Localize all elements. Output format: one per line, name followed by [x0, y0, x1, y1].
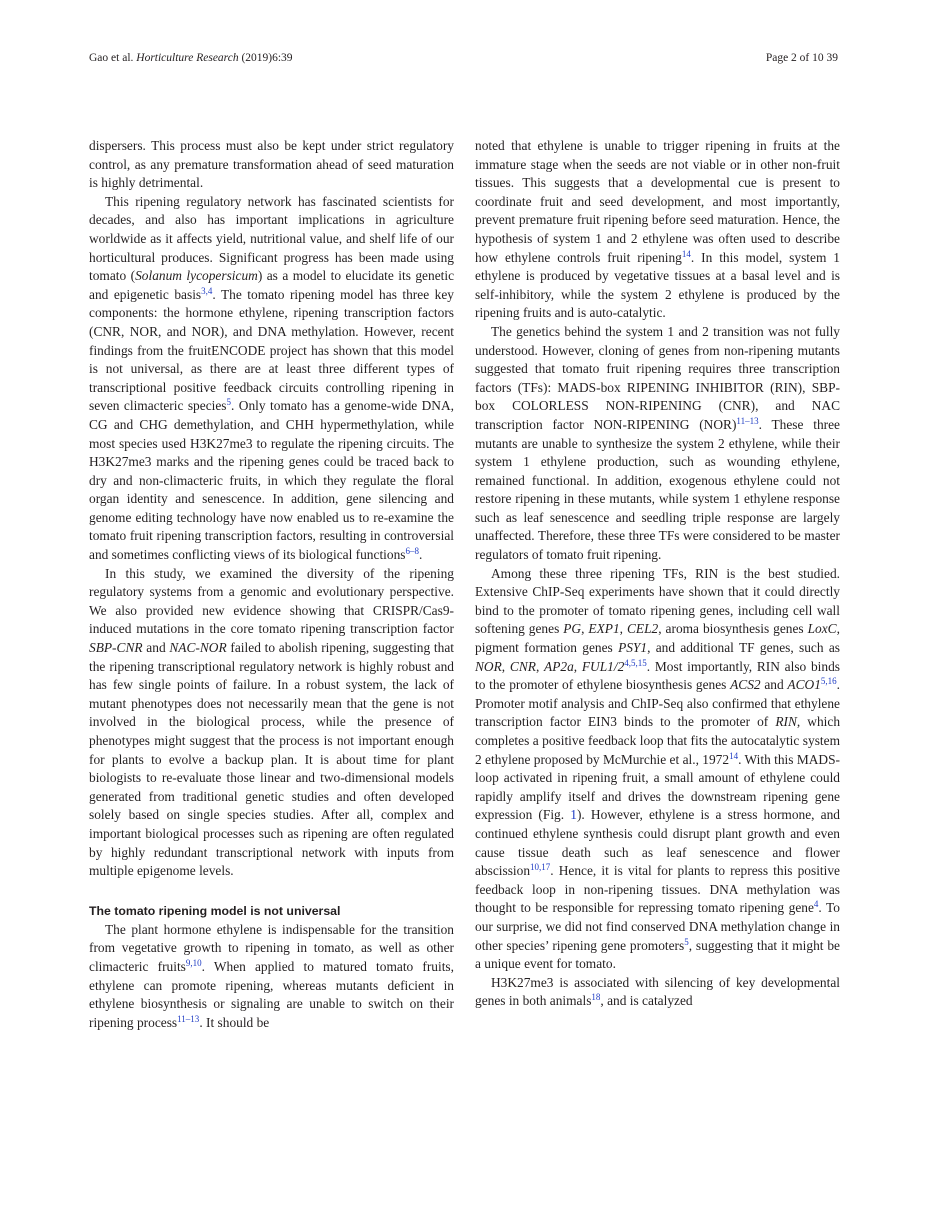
running-header — [89, 52, 838, 64]
citation-link[interactable]: 11–13 — [736, 415, 759, 426]
header-authors: Gao et al. — [89, 52, 134, 64]
paragraph: The plant hormone ethylene is indispensable for the transition from vegetative growth to ripening in tomato, as well as other climacteric fruits$^{9,10}$. When applied to matured tomato fruits, ethylene can promote ripening, whereas mutants deficient in ethylene biosynthesis or signaling are unable to switch on their ripening process$^{11-13}$. It should be — [89, 921, 454, 1030]
paragraph: noted that ethylene is unable to trigger ripening in fruits at the immature stage when the seeds are not viable or in other non-fruit tissues. This suggests that a developmental cue is present to coordinate fruit and seed development, and most importantly, prevent premature fruit ripening before seed maturation. Hence, the hypothesis of system 1 and 2 ethylene was often used to describe how ethylene controls fruit ripening$^{14}$. In this model, system 1 ethylene is produced by vegetative tissues at a basal level and is self-inhibitory, while the system 2 ethylene is produced by the ripening fruits and is auto-catalytic. — [475, 138, 840, 321]
citation-link[interactable]: 5,16 — [820, 676, 837, 687]
citation-link[interactable]: 11–13 — [177, 1013, 200, 1024]
citation-link[interactable]: 18 — [591, 992, 601, 1003]
section-heading: The tomato ripening model is not universal — [89, 903, 341, 918]
paragraph: Among these three ripening TFs, RIN is the best studied. Extensive ChIP-Seq experiments have shown that it could directly bind to the promoter of tomato ripening genes, including cell wall softening genes PG, EXP1, CEL2, aroma biosynthesis genes LoxC, pigment formation genes PSY1, and additional TF genes, such as NOR, CNR, AP2a, FUL1/2$^{4,5,15}$. Most importantly, RIN also binds to the promoter of ethylene biosynthesis genes ACS2 and ACO1$^{5,16}$. Promoter motif analysis and ChIP-Seq also confirmed that ethylene transcription factor EIN3 binds to the promoter of RIN, which completes a positive feedback loop that fits the autocatalytic system 2 ethylene proposed by McMurchie et al., 1972$^{14}$. With this MADS-loop activated in ripening fruit, a small amount of ethylene could rapidly amplify itself and drives the downstream ripening gene expression (Fig. 1). However, ethylene is a stress hormone, and continued ethylene synthesis could disrupt plant growth and even cause tissue death such as leaf senescence and flower abscission$^{10,17}$. Hence, it is vital for plants to repress this positive feedback loop in non-ripening tissues. DNA methylation was thought to be responsible for repressing tomato ripening gene$^4$. To our surprise, we did not find conserved DNA methylation change in other species’ ripening gene promoters$^5$, suggesting that it might be a unique event for tomato. — [475, 565, 841, 972]
paragraph: In this study, we examined the diversity of the ripening regulatory systems from a genomic and evolutionary perspective. We also provided new evidence showing that CRISPR/Cas9-induced mutations in the core tomato ripening transcription factor SBP-CNR and NAC-NOR failed to abolish ripening, suggesting that the ripening transcriptional regulatory network is highly robust and has few single points of failure. In a robust system, the lack of mutant phenotypes does not necessarily mean that the gene is not involved in the biological process, while the presence of phenotypes might suggest that the process is not important enough for plants to evolve a backup plan. It is about time for plant biologists to re-evaluate those linear and two-dimensional models generated from traditional genetic studies and often developed solely based on single species studies. After all, complex and important biological processes such as ripening are often regulated by highly redundant transcriptional network with inputs from multiple epigenome levels. — [89, 565, 455, 879]
citation-link[interactable]: 14 — [681, 248, 691, 259]
citation-link[interactable]: 6–8 — [405, 546, 419, 557]
header-page-number: Page 2 of 10 39 — [765, 52, 838, 64]
citation-link[interactable]: 3,4 — [201, 285, 213, 296]
header-journal: Horticulture Research — [136, 52, 239, 64]
citation-link[interactable]: 4 — [813, 899, 819, 910]
citation-link[interactable]: 5 — [226, 397, 232, 408]
paragraph: The genetics behind the system 1 and 2 transition was not fully understood. However, cloning of genes from non-ripening mutants suggested that tomato fruit ripening requires three transcription factors (TFs): MADS-box RIPENING INHIBITOR (RIN), SBP-box COLORLESS NON-RIPENING (CNR), and NAC transcription factor NON-RIPENING (NOR)$^{11-13}$. These three mutants are unable to synthesize the system 2 ethylene, while their system 1 ethylene production, such as wounding ethylene, remained functional. In addition, exogenous ethylene could not restore ripening in these mutants, while system 1 ethylene response such as leaf senescence and seedling triple response are largely unaffected. Therefore, these three TFs were considered to be master regulators of tomato fruit ripening. — [475, 323, 840, 563]
citation-link[interactable]: 4,5,15 — [624, 657, 647, 668]
citation-link[interactable]: 5 — [684, 936, 689, 947]
paragraph: H3K27me3 is associated with silencing of key developmental genes in both animals$^{18}$, and is catalyzed — [475, 974, 840, 1009]
citation-link[interactable]: 14 — [729, 750, 739, 761]
paragraph: This ripening regulatory network has fascinated scientists for decades, and also has important implications in agriculture worldwide as it affects yield, nutritional value, and shelf life of our horticultural produces. Significant progress has been made using tomato (Solanum lycopersicum) as a model to elucidate its genetic and epigenetic basis$^{3,4}$. The tomato ripening model has three key components: the hormone ethylene, ripening transcription factors (CNR, NOR, and NOR), and DNA methylation. However, recent findings from the fruitENCODE project has shown that this model is not universal, as there are at least three different types of transcriptional positive feedback circuits controlling ripening in seven climacteric species$^5$. Only tomato has a genome-wide DNA, CG and CHG demethylation, and CHH hypermethylation, while most species used H3K27me3 to regulate the ripening circuits. The H3K27me3 marks and the ripening genes could be traced back to dry and non-climacteric fruits, in which they regulate the floral organ identity and senescence. In addition, gene silencing and genome editing technology have now enabled us to re-examine the tomato fruit ripening transcription factors, resulting in controversial and sometimes conflicting views of its biological functions$^{6-8}$. — [89, 193, 455, 563]
paragraph: dispersers. This process must also be kept under strict regulatory control, as any premature transformation ahead of seed maturation is highly detrimental. — [89, 138, 454, 191]
figure-link[interactable]: 1 — [570, 807, 577, 823]
header-volume: (2019)6:39 — [241, 52, 293, 64]
header-citation — [89, 52, 293, 64]
citation-link[interactable]: 10,17 — [530, 862, 551, 873]
left-column — [89, 137, 454, 1032]
right-column — [475, 137, 840, 1011]
citation-link[interactable]: 9,10 — [185, 957, 202, 968]
